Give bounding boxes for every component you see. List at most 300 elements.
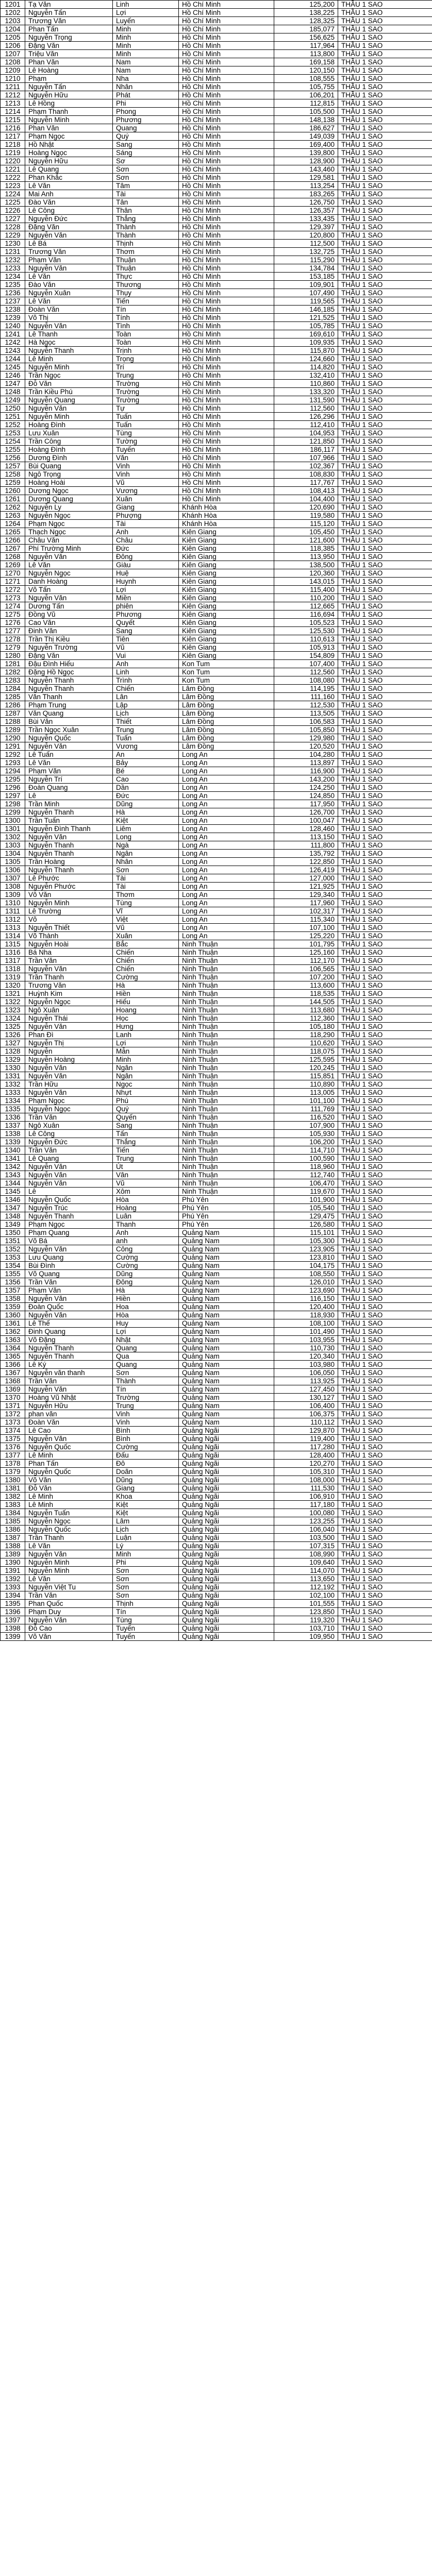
surname-cell: Hà Ngọc <box>25 338 113 347</box>
given-name-cell: Bảy <box>113 759 179 767</box>
surname-cell: Nguyễn Quốc <box>25 1526 113 1534</box>
score-cell: 108,100 <box>274 1319 338 1328</box>
rank-cell: THẦU 1 SAO <box>338 1369 432 1377</box>
surname-cell: Lê Quang <box>25 165 113 174</box>
surname-cell: Nguyễn Ngọc <box>25 998 113 1006</box>
row-number: 1237 <box>1 297 25 306</box>
table-row <box>1 454 432 462</box>
table-row <box>1 1064 432 1072</box>
table-row <box>1 553 432 561</box>
table-row <box>1 1468 432 1476</box>
rank-cell: THẦU 1 SAO <box>338 619 432 627</box>
given-name-cell: Nhật <box>113 1336 179 1344</box>
rank-cell: THẦU 1 SAO <box>338 792 432 800</box>
province-cell: Hồ Chí Minh <box>179 396 274 404</box>
row-number: 1306 <box>1 866 25 874</box>
table-row <box>1 1155 432 1163</box>
given-name-cell: Minh <box>113 50 179 58</box>
given-name-cell: Hà <box>113 1286 179 1295</box>
row-number: 1378 <box>1 1460 25 1468</box>
given-name-cell: Lợi <box>113 1039 179 1047</box>
given-name-cell: Lân <box>113 693 179 701</box>
surname-cell: Nguyễn Thanh <box>25 866 113 874</box>
given-name-cell: Bình <box>113 1435 179 1443</box>
rank-cell: THẦU 1 SAO <box>338 1542 432 1550</box>
row-number: 1249 <box>1 396 25 404</box>
province-cell: Phú Yên <box>179 1221 274 1229</box>
row-number: 1291 <box>1 742 25 751</box>
table-row <box>1 1567 432 1575</box>
province-cell: Quảng Ngãi <box>179 1575 274 1583</box>
province-cell: Hồ Chí Minh <box>179 157 274 165</box>
row-number: 1320 <box>1 981 25 990</box>
given-name-cell: Miền <box>113 594 179 602</box>
row-number: 1227 <box>1 215 25 223</box>
score-cell: 105,785 <box>274 322 338 330</box>
score-cell: 105,930 <box>274 1130 338 1138</box>
province-cell: Long An <box>179 800 274 808</box>
score-cell: 103,500 <box>274 1534 338 1542</box>
row-number: 1244 <box>1 355 25 363</box>
table-row <box>1 635 432 643</box>
score-cell: 115,870 <box>274 347 338 355</box>
table-row <box>1 215 432 223</box>
province-cell: Quảng Ngãi <box>179 1468 274 1476</box>
rank-cell: THẦU 1 SAO <box>338 1451 432 1460</box>
row-number: 1369 <box>1 1385 25 1394</box>
rank-cell: THẦU 1 SAO <box>338 99 432 108</box>
score-cell: 146,185 <box>274 306 338 314</box>
province-cell: Ninh Thuận <box>179 998 274 1006</box>
province-cell: Hồ Chí Minh <box>179 108 274 116</box>
province-cell: Ninh Thuận <box>179 1006 274 1014</box>
surname-cell: Lê Văn <box>25 1575 113 1583</box>
rank-cell: THẦU 1 SAO <box>338 784 432 792</box>
surname-cell: Hoàng Đình <box>25 446 113 454</box>
province-cell: Quảng Ngãi <box>179 1501 274 1509</box>
province-cell: Quảng Ngãi <box>179 1435 274 1443</box>
surname-cell: Lê <box>25 1188 113 1196</box>
province-cell: Hồ Chí Minh <box>179 355 274 363</box>
rank-cell: THẦU 1 SAO <box>338 932 432 940</box>
given-name-cell: Thơm <box>113 891 179 899</box>
given-name-cell: Vân <box>113 1171 179 1179</box>
score-cell: 127,450 <box>274 1385 338 1394</box>
score-cell: 101,900 <box>274 1196 338 1204</box>
province-cell: Quảng Nam <box>179 1361 274 1369</box>
given-name-cell: Thắng <box>113 215 179 223</box>
rank-cell: THẦU 1 SAO <box>338 479 432 487</box>
row-number: 1207 <box>1 50 25 58</box>
table-row <box>1 33 432 42</box>
province-cell: Hồ Chí Minh <box>179 42 274 50</box>
surname-cell: Phạm Quang <box>25 1229 113 1237</box>
given-name-cell: Phi <box>113 1558 179 1567</box>
score-cell: 128,325 <box>274 17 338 25</box>
score-cell: 186,627 <box>274 124 338 132</box>
surname-cell: Nguyễn Tuấn <box>25 1509 113 1517</box>
rank-cell: THẦU 1 SAO <box>338 116 432 124</box>
table-row <box>1 1517 432 1526</box>
row-number: 1326 <box>1 1031 25 1039</box>
surname-cell: Nguyễn Thanh <box>25 1212 113 1221</box>
province-cell: Lâm Đồng <box>179 701 274 709</box>
surname-cell: Nguyễn Phước <box>25 883 113 891</box>
score-cell: 113,005 <box>274 1089 338 1097</box>
province-cell: Quảng Nam <box>179 1262 274 1270</box>
province-cell: Hồ Chí Minh <box>179 58 274 66</box>
rank-cell: THẦU 1 SAO <box>338 190 432 198</box>
rank-cell: THẦU 1 SAO <box>338 380 432 388</box>
surname-cell: Nguyễn Thanh <box>25 676 113 685</box>
province-cell: Quảng Ngãi <box>179 1526 274 1534</box>
table-row <box>1 520 432 528</box>
province-cell: Ninh Thuận <box>179 1130 274 1138</box>
table-row <box>1 149 432 157</box>
table-row <box>1 91 432 99</box>
given-name-cell: Huệ <box>113 569 179 578</box>
rank-cell: THẦU 1 SAO <box>338 1039 432 1047</box>
score-cell: 135,792 <box>274 850 338 858</box>
surname-cell: Lê Văn <box>25 273 113 281</box>
province-cell: Hồ Chí Minh <box>179 429 274 437</box>
table-row <box>1 1319 432 1328</box>
table-row <box>1 1451 432 1460</box>
table-row <box>1 355 432 363</box>
score-cell: 126,357 <box>274 207 338 215</box>
rank-cell: THẦU 1 SAO <box>338 1171 432 1179</box>
surname-cell: Nguyễn Hữu <box>25 1402 113 1410</box>
province-cell: Hồ Chí Minh <box>179 297 274 306</box>
row-number: 1339 <box>1 1138 25 1146</box>
surname-cell: Trần Văn <box>25 1113 113 1122</box>
surname-cell: Lê Văn <box>25 561 113 569</box>
surname-cell: Nguyễn Hoàng <box>25 1056 113 1064</box>
row-number: 1296 <box>1 784 25 792</box>
surname-cell: Cao Văn <box>25 619 113 627</box>
score-cell: 103,710 <box>274 1624 338 1633</box>
rank-cell: THẦU 1 SAO <box>338 1385 432 1394</box>
surname-cell: phan văn <box>25 1410 113 1418</box>
given-name-cell: Tuấn <box>113 413 179 421</box>
table-row <box>1 1262 432 1270</box>
row-number: 1373 <box>1 1418 25 1427</box>
province-cell: Ninh Thuận <box>179 1080 274 1089</box>
row-number: 1394 <box>1 1591 25 1600</box>
surname-cell: Nguyễn Văn <box>25 1550 113 1558</box>
row-number: 1338 <box>1 1130 25 1138</box>
table-row <box>1 528 432 536</box>
rank-cell: THẦU 1 SAO <box>338 1064 432 1072</box>
given-name-cell: Thanh <box>113 1221 179 1229</box>
score-cell: 101,100 <box>274 1097 338 1105</box>
row-number: 1270 <box>1 569 25 578</box>
province-cell: Kiên Giang <box>179 528 274 536</box>
surname-cell: Võ Thị <box>25 314 113 322</box>
table-row <box>1 899 432 907</box>
province-cell: Hồ Chí Minh <box>179 25 274 33</box>
province-cell: Quảng Ngãi <box>179 1567 274 1575</box>
given-name-cell: Sơn <box>113 866 179 874</box>
surname-cell: Nguyễn Văn <box>25 1311 113 1319</box>
row-number: 1256 <box>1 454 25 462</box>
row-number: 1240 <box>1 322 25 330</box>
rank-cell: THẦU 1 SAO <box>338 1616 432 1624</box>
score-cell: 143,015 <box>274 578 338 586</box>
table-row <box>1 990 432 998</box>
rank-cell: THẦU 1 SAO <box>338 775 432 784</box>
row-number: 1343 <box>1 1171 25 1179</box>
province-cell: Quảng Nam <box>179 1336 274 1344</box>
row-number: 1204 <box>1 25 25 33</box>
surname-cell: Võ Bá <box>25 1237 113 1245</box>
rank-cell: THẦU 1 SAO <box>338 1196 432 1204</box>
province-cell: Quảng Nam <box>179 1369 274 1377</box>
rank-cell: THẦU 1 SAO <box>338 1072 432 1080</box>
table-row <box>1 709 432 718</box>
score-cell: 125,220 <box>274 932 338 940</box>
surname-cell: Lê Minh <box>25 1493 113 1501</box>
rank-cell: THẦU 1 SAO <box>338 1163 432 1171</box>
score-cell: 143,460 <box>274 165 338 174</box>
province-cell: Long An <box>179 817 274 825</box>
province-cell: Hồ Chí Minh <box>179 149 274 157</box>
row-number: 1314 <box>1 932 25 940</box>
province-cell: Hồ Chí Minh <box>179 495 274 503</box>
table-row <box>1 1122 432 1130</box>
surname-cell: Hoàng Đình <box>25 421 113 429</box>
province-cell: Khánh Hòa <box>179 512 274 520</box>
given-name-cell: Doãn <box>113 1468 179 1476</box>
surname-cell: Bùi Quang <box>25 462 113 470</box>
rank-cell: THẦU 1 SAO <box>338 1047 432 1056</box>
rank-cell: THẦU 1 SAO <box>338 627 432 635</box>
province-cell: Quảng Nam <box>179 1328 274 1336</box>
score-cell: 106,910 <box>274 1493 338 1501</box>
province-cell: Hồ Chí Minh <box>179 388 274 396</box>
province-cell: Quảng Nam <box>179 1286 274 1295</box>
row-number: 1362 <box>1 1328 25 1336</box>
table-row <box>1 1418 432 1427</box>
given-name-cell: Hoàng <box>113 1204 179 1212</box>
score-cell: 106,375 <box>274 1410 338 1418</box>
province-cell: Quảng Ngãi <box>179 1451 274 1460</box>
table-row <box>1 174 432 182</box>
score-cell: 113,600 <box>274 981 338 990</box>
table-row <box>1 25 432 33</box>
rank-cell: THẦU 1 SAO <box>338 668 432 676</box>
surname-cell: Lê Bá <box>25 240 113 248</box>
rank-cell: THẦU 1 SAO <box>338 1608 432 1616</box>
score-cell: 103,955 <box>274 1336 338 1344</box>
surname-cell: Lê Minh <box>25 1451 113 1460</box>
rank-cell: THẦU 1 SAO <box>338 841 432 850</box>
given-name-cell: Sơ <box>113 157 179 165</box>
surname-cell: Nguyễn Văn <box>25 833 113 841</box>
province-cell: Lâm Đồng <box>179 709 274 718</box>
surname-cell: Nguyễn Quốc <box>25 1196 113 1204</box>
row-number: 1399 <box>1 1633 25 1641</box>
row-number: 1213 <box>1 99 25 108</box>
rank-cell: THẦU 1 SAO <box>338 957 432 965</box>
row-number: 1285 <box>1 693 25 701</box>
surname-cell: Nguyễn Thanh <box>25 685 113 693</box>
row-number: 1220 <box>1 157 25 165</box>
row-number: 1354 <box>1 1262 25 1270</box>
score-cell: 105,913 <box>274 643 338 652</box>
table-row <box>1 742 432 751</box>
given-name-cell: Út <box>113 1163 179 1171</box>
score-cell: 115,101 <box>274 1229 338 1237</box>
row-number: 1258 <box>1 470 25 479</box>
row-number: 1395 <box>1 1600 25 1608</box>
row-number: 1327 <box>1 1039 25 1047</box>
given-name-cell: Lý <box>113 1542 179 1550</box>
score-cell: 156,625 <box>274 33 338 42</box>
province-cell: Hồ Chí Minh <box>179 462 274 470</box>
surname-cell: Nguyễn Văn <box>25 594 113 602</box>
rank-cell: THẦU 1 SAO <box>338 1402 432 1410</box>
row-number: 1299 <box>1 808 25 817</box>
rank-cell: THẦU 1 SAO <box>338 347 432 355</box>
province-cell: Quảng Ngãi <box>179 1476 274 1484</box>
score-cell: 109,640 <box>274 1558 338 1567</box>
row-number: 1203 <box>1 17 25 25</box>
row-number: 1205 <box>1 33 25 42</box>
given-name-cell: Lợi <box>113 9 179 17</box>
table-row <box>1 561 432 569</box>
table-row <box>1 396 432 404</box>
surname-cell: Phạm Ngọc <box>25 132 113 141</box>
row-number: 1321 <box>1 990 25 998</box>
score-cell: 104,953 <box>274 429 338 437</box>
table-row <box>1 1509 432 1517</box>
rank-cell: THẦU 1 SAO <box>338 652 432 660</box>
score-cell: 113,254 <box>274 182 338 190</box>
table-row <box>1 1600 432 1608</box>
province-cell: Quảng Nam <box>179 1295 274 1303</box>
row-number: 1385 <box>1 1517 25 1526</box>
table-row <box>1 190 432 198</box>
rank-cell: THẦU 1 SAO <box>338 1253 432 1262</box>
rank-cell: THẦU 1 SAO <box>338 1484 432 1493</box>
score-cell: 131,590 <box>274 396 338 404</box>
score-cell: 119,400 <box>274 1435 338 1443</box>
province-cell: Hồ Chí Minh <box>179 182 274 190</box>
surname-cell: Nguyễn Thanh <box>25 808 113 817</box>
given-name-cell: Tuấn <box>113 734 179 742</box>
table-row <box>1 1303 432 1311</box>
given-name-cell: Huy <box>113 1319 179 1328</box>
given-name-cell: Tiến <box>113 297 179 306</box>
score-cell: 116,694 <box>274 611 338 619</box>
province-cell: Hồ Chí Minh <box>179 66 274 75</box>
surname-cell: Phạm Văn <box>25 1286 113 1295</box>
row-number: 1206 <box>1 42 25 50</box>
score-cell: 112,410 <box>274 421 338 429</box>
surname-cell: Trần Thanh <box>25 1534 113 1542</box>
score-cell: 108,413 <box>274 487 338 495</box>
surname-cell: Trần Thanh <box>25 973 113 981</box>
given-name-cell: Châu <box>113 536 179 545</box>
table-row <box>1 594 432 602</box>
surname-cell: Lê Ký <box>25 1361 113 1369</box>
rank-cell: THẦU 1 SAO <box>338 1526 432 1534</box>
table-row <box>1 157 432 165</box>
row-number: 1274 <box>1 602 25 611</box>
province-cell: Khánh Hòa <box>179 520 274 528</box>
province-cell: Ninh Thuận <box>179 1105 274 1113</box>
given-name-cell: Việt <box>113 916 179 924</box>
table-row <box>1 404 432 413</box>
score-cell: 112,560 <box>274 668 338 676</box>
row-number: 1344 <box>1 1179 25 1188</box>
row-number: 1283 <box>1 676 25 685</box>
given-name-cell: Dũng <box>113 1270 179 1278</box>
score-cell: 129,475 <box>274 1212 338 1221</box>
score-cell: 186,117 <box>274 446 338 454</box>
table-row <box>1 1484 432 1493</box>
score-cell: 129,340 <box>274 891 338 899</box>
province-cell: Ninh Thuận <box>179 1089 274 1097</box>
rank-cell: THẦU 1 SAO <box>338 231 432 240</box>
surname-cell: Phí Trường Minh <box>25 545 113 553</box>
surname-cell: Lê Cao <box>25 1427 113 1435</box>
table-row <box>1 1633 432 1641</box>
score-cell: 125,530 <box>274 627 338 635</box>
rank-cell: THẦU 1 SAO <box>338 1460 432 1468</box>
row-number: 1349 <box>1 1221 25 1229</box>
table-row <box>1 231 432 240</box>
rank-cell: THẦU 1 SAO <box>338 874 432 883</box>
table-row <box>1 1328 432 1336</box>
surname-cell: Nguyễn Văn <box>25 1385 113 1394</box>
province-cell: Quảng Ngãi <box>179 1558 274 1567</box>
table-body <box>1 1 432 1641</box>
given-name-cell: Vinh <box>113 1418 179 1427</box>
rank-cell: THẦU 1 SAO <box>338 800 432 808</box>
province-cell: Quảng Ngãi <box>179 1509 274 1517</box>
given-name-cell: Tiên <box>113 635 179 643</box>
table-row <box>1 1295 432 1303</box>
given-name-cell: Quang <box>113 1361 179 1369</box>
province-cell: Ninh Thuận <box>179 940 274 948</box>
province-cell: Hồ Chí Minh <box>179 190 274 198</box>
province-cell: Long An <box>179 874 274 883</box>
province-cell: Hồ Chí Minh <box>179 17 274 25</box>
table-row <box>1 1221 432 1229</box>
surname-cell: Nguyễn Văn <box>25 1295 113 1303</box>
rank-cell: THẦU 1 SAO <box>338 470 432 479</box>
score-cell: 183,265 <box>274 190 338 198</box>
given-name-cell: Sơn <box>113 1583 179 1591</box>
given-name-cell: Giang <box>113 503 179 512</box>
given-name-cell: Phi <box>113 99 179 108</box>
row-number: 1212 <box>1 91 25 99</box>
rank-cell: THẦU 1 SAO <box>338 940 432 948</box>
score-cell: 139,800 <box>274 149 338 157</box>
province-cell: Phú Yên <box>179 1204 274 1212</box>
province-cell: Kiên Giang <box>179 569 274 578</box>
surname-cell: Hoàng Ngọc <box>25 149 113 157</box>
province-cell: Quảng Nam <box>179 1253 274 1262</box>
given-name-cell: Trường <box>113 396 179 404</box>
rank-cell: THẦU 1 SAO <box>338 643 432 652</box>
province-cell: Lâm Đồng <box>179 718 274 726</box>
row-number: 1254 <box>1 437 25 446</box>
table-row <box>1 1072 432 1080</box>
score-cell: 106,200 <box>274 1138 338 1146</box>
